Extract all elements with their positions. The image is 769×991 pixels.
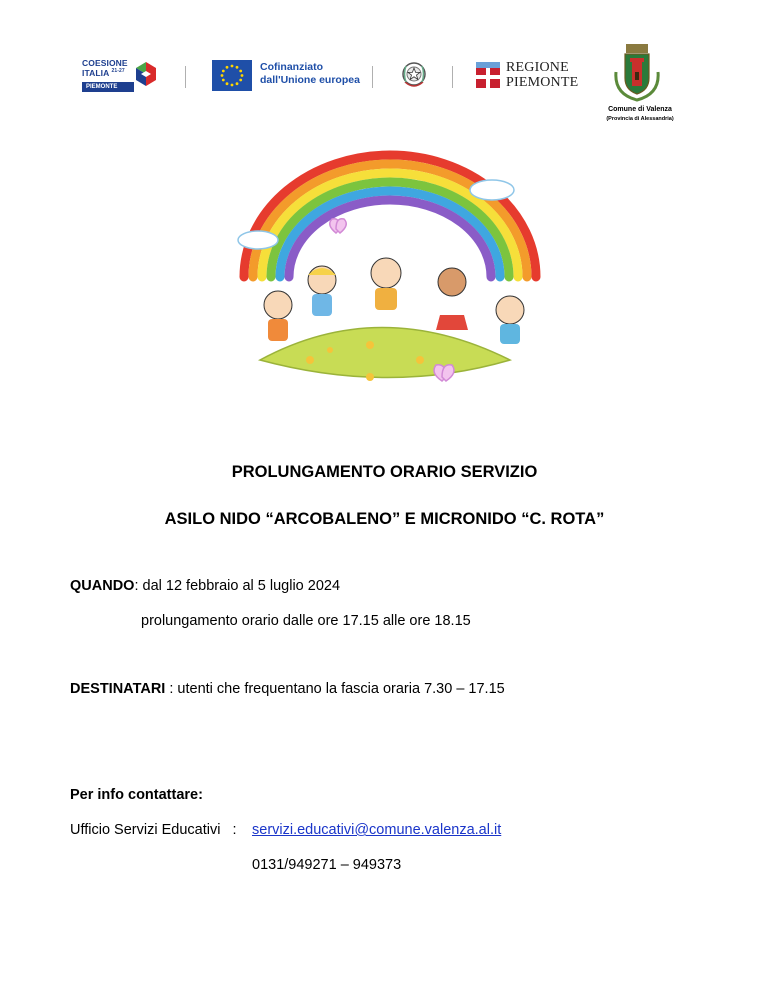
logo-divider	[185, 66, 186, 88]
logo-divider	[452, 66, 453, 88]
coesione-line1: COESIONE	[82, 58, 128, 68]
regione-line1: REGIONE	[506, 60, 569, 75]
destinatari-value: : utenti che frequentano la fascia oraria 7.30 – 17.15	[165, 681, 505, 697]
office-label: Ufficio Servizi Educativi :	[70, 822, 237, 838]
coesione-region: PIEMONTE	[82, 82, 134, 92]
page-title-line2: ASILO NIDO “ARCOBALENO” E MICRONIDO “C. ROTA”	[164, 510, 605, 528]
rainbow-children-illustration	[230, 145, 550, 410]
valenza-crest-icon	[612, 42, 662, 104]
comune-province: (Provincia di Alessandria)	[606, 116, 674, 122]
phone-numbers: 0131/949271 – 949373	[252, 857, 402, 873]
coesione-line2: ITALIA	[82, 67, 110, 78]
eu-flag-icon	[212, 60, 252, 91]
eu-cofunded-logo	[212, 60, 362, 92]
coesione-italia-logo	[82, 58, 160, 94]
regione-line2: PIEMONTE	[506, 75, 579, 90]
piemonte-shield-icon	[476, 62, 500, 88]
contacts-heading: Per info contattare:	[70, 787, 203, 803]
comune-name: Comune di Valenza	[608, 106, 672, 113]
logo-divider	[372, 66, 373, 88]
quando-label: QUANDO	[70, 578, 135, 594]
page-title-line1: PROLUNGAMENTO ORARIO SERVIZIO	[231, 463, 538, 481]
email-link[interactable]: servizi.educativi@comune.valenza.al.it	[252, 822, 502, 838]
destinatari-label: DESTINATARI	[70, 681, 166, 697]
italian-republic-emblem-icon	[400, 60, 428, 92]
regione-piemonte-logo	[476, 60, 579, 92]
logo-bar	[0, 0, 769, 130]
coesione-cube-icon	[134, 60, 158, 90]
destinatari-row	[70, 681, 505, 697]
eu-line2: dall'Unione europea	[260, 74, 360, 86]
eu-line1: Cofinanziato	[260, 61, 323, 73]
coesione-years: 21-27	[111, 68, 125, 74]
quando-value: : dal 12 febbraio al 5 luglio 2024	[134, 578, 341, 594]
quando-row	[70, 578, 340, 594]
prolungamento-text: prolungamento orario dalle ore 17.15 alle ore 18.15	[141, 613, 471, 629]
